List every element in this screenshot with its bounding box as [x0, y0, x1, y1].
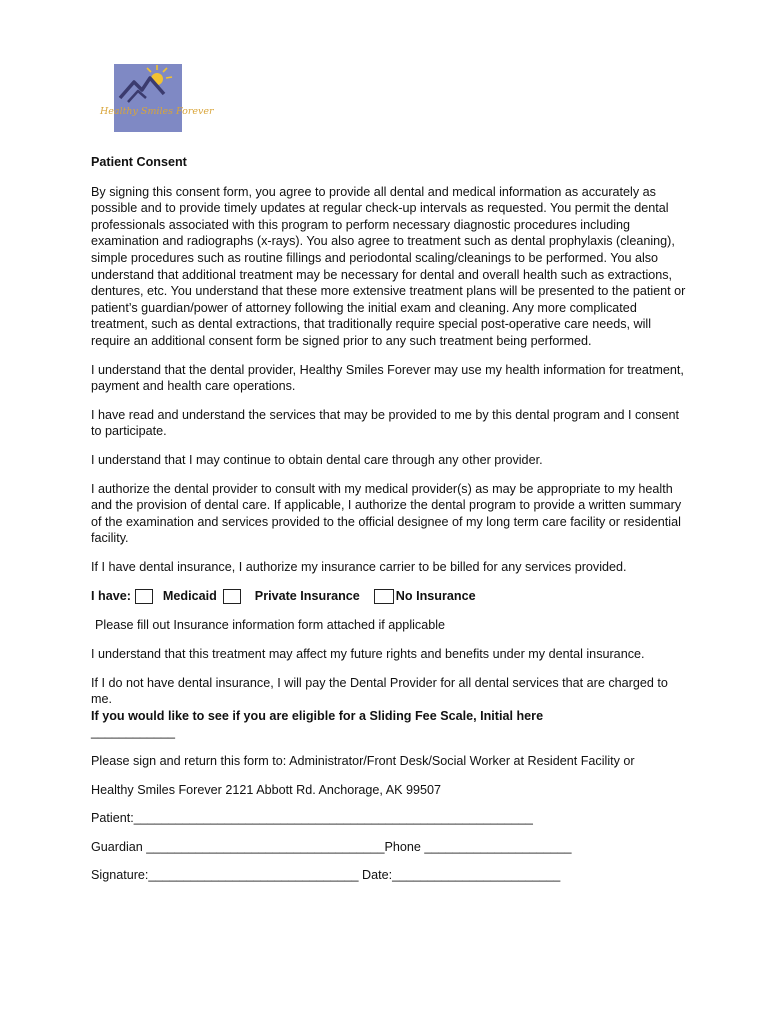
mountain-sun-logo-icon: [114, 64, 182, 132]
signature-date-field[interactable]: Signature:______________________________ Date:________________________: [91, 868, 561, 883]
medicaid-checkbox[interactable]: [135, 589, 153, 604]
consent-paragraph-3: I have read and understand the services that may be provided to me by this dental program and I consent to participate.: [91, 407, 680, 439]
insurance-options: [91, 587, 691, 605]
guardian-phone-field[interactable]: Guardian __________________________________Phone _____________________: [91, 839, 572, 854]
consent-paragraph-6: If I have dental insurance, I authorize my insurance carrier to be billed for any services provided.: [91, 559, 627, 574]
consent-paragraph-1: By signing this consent form, you agree to provide all dental and medical information as accurately as possible and to provide timely updates at regular check-up intervals as requested. You permit the dental professionals associated with this program to perform necessary diagnostic procedures including examination and radiographs (x-rays). You also agree to treatment such as dental prophylaxis (cleaning), simple procedures such as routine fillings and periodontal scaling/cleanings to be performed. You also understand that additional treatment may be necessary for dental and overall health such as extractions, dentures, etc. You understand that these more extensive treatment plans will be presented to the patient or patient’s guardian/power of attorney following the initial exam and cleaning. Any more complicated treatment, such as dental extractions, that traditionally require special post-operative care needs, will require an additional consent form be signed prior to any such treatment being performed.: [91, 184, 686, 348]
consent-paragraph-5: I authorize the dental provider to consult with my medical provider(s) as may be appropriate to my health and the provision of dental care. If applicable, I authorize the dental program to provide a written summary of the examination and services provided to the official designee of my long term care facility or residential facility.: [91, 481, 682, 546]
insurance-note: Please fill out Insurance information form attached if applicable: [95, 618, 446, 633]
patient-field[interactable]: Patient:_________________________________________________________: [91, 811, 533, 826]
logo-box: [114, 64, 182, 132]
consent-paragraph-2: I understand that the dental provider, Healthy Smiles Forever may use my health information for treatment, payment and health care operations.: [91, 362, 684, 394]
logo: [114, 64, 182, 132]
sliding-fee-initial-line[interactable]: ____________: [91, 725, 176, 740]
no-insurance-label: No Insurance: [395, 589, 476, 604]
insurance-label: I have:: [91, 589, 131, 604]
mailing-address: Healthy Smiles Forever 2121 Abbott Rd. Anchorage, AK 99507: [91, 782, 442, 797]
sliding-fee-text: If you would like to see if you are eligible for a Sliding Fee Scale, Initial here: [91, 708, 544, 723]
rights-paragraph: I understand that this treatment may affect my future rights and benefits under my dental insurance.: [91, 647, 645, 662]
logo-text: Healthy Smiles Forever: [100, 106, 214, 117]
page-title: Patient Consent: [91, 155, 187, 169]
consent-body: [91, 154, 691, 896]
private-insurance-label: Private Insurance: [254, 589, 360, 604]
return-instructions: Please sign and return this form to: Administrator/Front Desk/Social Worker at Resident Facility or: [91, 754, 635, 769]
no-insurance-paragraph: If I do not have dental insurance, I will pay the Dental Provider for all dental services that are charged to me.: [91, 675, 668, 707]
no-insurance-checkbox[interactable]: [374, 589, 394, 604]
medicaid-label: Medicaid: [162, 589, 217, 604]
private-insurance-checkbox[interactable]: [223, 589, 241, 604]
consent-paragraph-4: I understand that I may continue to obtain dental care through any other provider.: [91, 452, 543, 467]
